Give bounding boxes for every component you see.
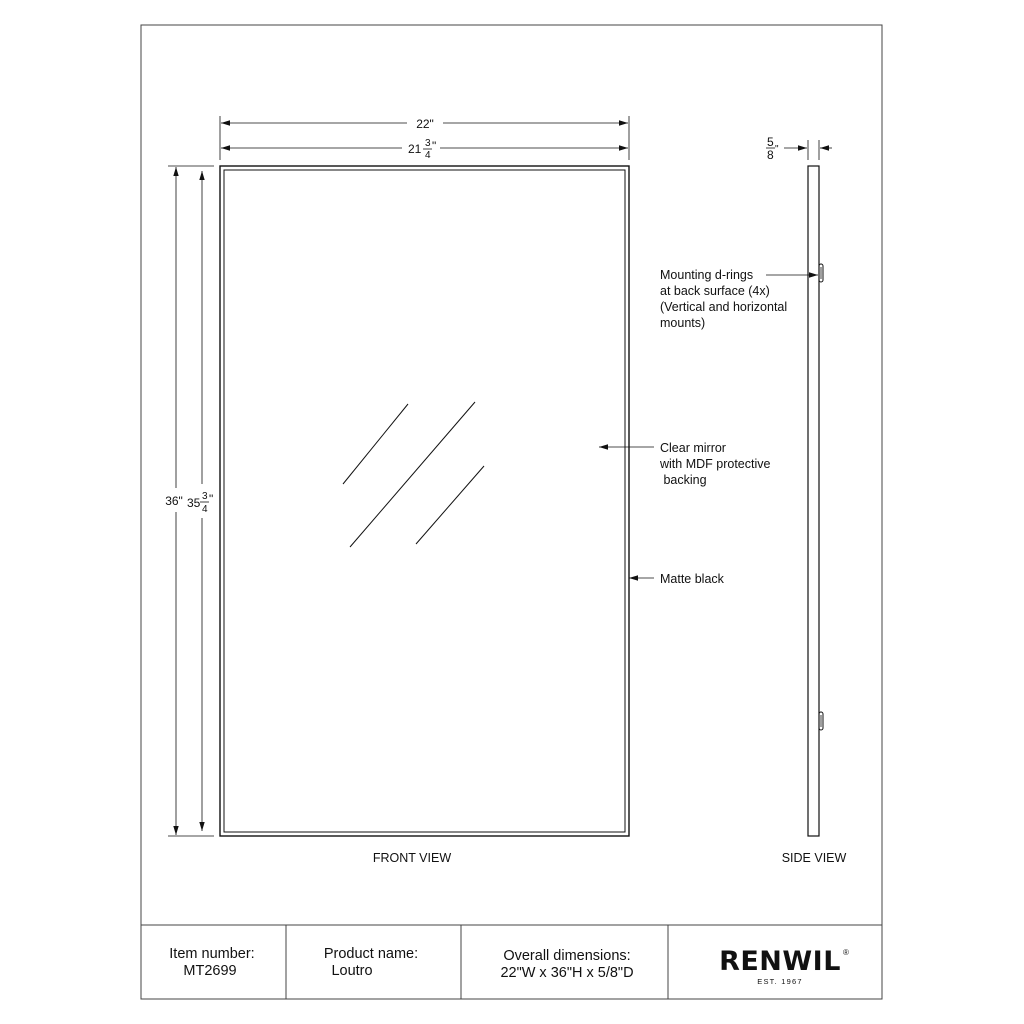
sheet-border: [141, 25, 882, 999]
overall-dimensions-label: Overall dimensions:: [503, 948, 631, 964]
mirror-outer-frame: [220, 166, 629, 836]
callout-mirror-line-1: Clear mirror: [660, 441, 726, 455]
brand-tagline: EST. 1967: [757, 977, 803, 986]
title-block: [141, 925, 882, 999]
callout-mirror-line-2: with MDF protective: [660, 457, 771, 471]
inner-height-unit: ": [209, 492, 214, 506]
callout-frame-line-1: Matte black: [660, 572, 724, 586]
callout-d-rings: [660, 268, 818, 330]
brand-logo: [719, 946, 849, 986]
callout-d-rings-line-4: mounts): [660, 316, 706, 330]
depth-dimension: [766, 135, 832, 162]
overall-width-label: 22": [416, 117, 434, 131]
side-view: [766, 135, 846, 865]
item-number-label: Item number:: [169, 946, 255, 962]
inner-width-dimension: [221, 138, 628, 161]
inner-height-numerator: 3: [202, 491, 208, 502]
callout-mirror-line-3: backing: [660, 473, 707, 487]
front-view: [165, 116, 629, 865]
depth-unit: ": [775, 144, 779, 155]
overall-dimensions-value: 22"W x 36"H x 5/8"D: [500, 965, 634, 981]
inner-width-whole: 21: [408, 142, 422, 156]
callout-d-rings-line-3: (Vertical and horizontal: [660, 300, 788, 314]
product-name-label: Product name:: [323, 946, 419, 962]
item-number-value: MT2699: [183, 963, 237, 979]
inner-width-denominator: 4: [425, 150, 431, 161]
brand-name: RENWIL: [719, 946, 841, 977]
inner-width-numerator: 3: [425, 138, 431, 149]
callout-frame: [629, 572, 725, 586]
product-name-value: Loutro: [331, 963, 373, 979]
mirror-inner-glass: [224, 170, 625, 832]
brand-registered-mark: ®: [843, 948, 849, 957]
inner-height-denominator: 4: [202, 504, 208, 515]
front-view-label: FRONT VIEW: [372, 851, 452, 865]
mirror-side-profile: [808, 166, 819, 836]
inner-height-whole: 35: [187, 496, 201, 510]
depth-denominator: 8: [767, 148, 774, 162]
inner-width-unit: ": [432, 139, 437, 153]
callout-d-rings-line-1: Mounting d-rings: [660, 268, 754, 282]
mirror-reflection-icon: [343, 402, 484, 547]
inner-height-dimension: [187, 171, 213, 831]
callout-d-rings-line-2: at back surface (4x): [660, 284, 770, 298]
depth-numerator: 5: [767, 135, 774, 149]
overall-height-label: 36": [165, 494, 183, 508]
side-view-label: SIDE VIEW: [781, 851, 847, 865]
